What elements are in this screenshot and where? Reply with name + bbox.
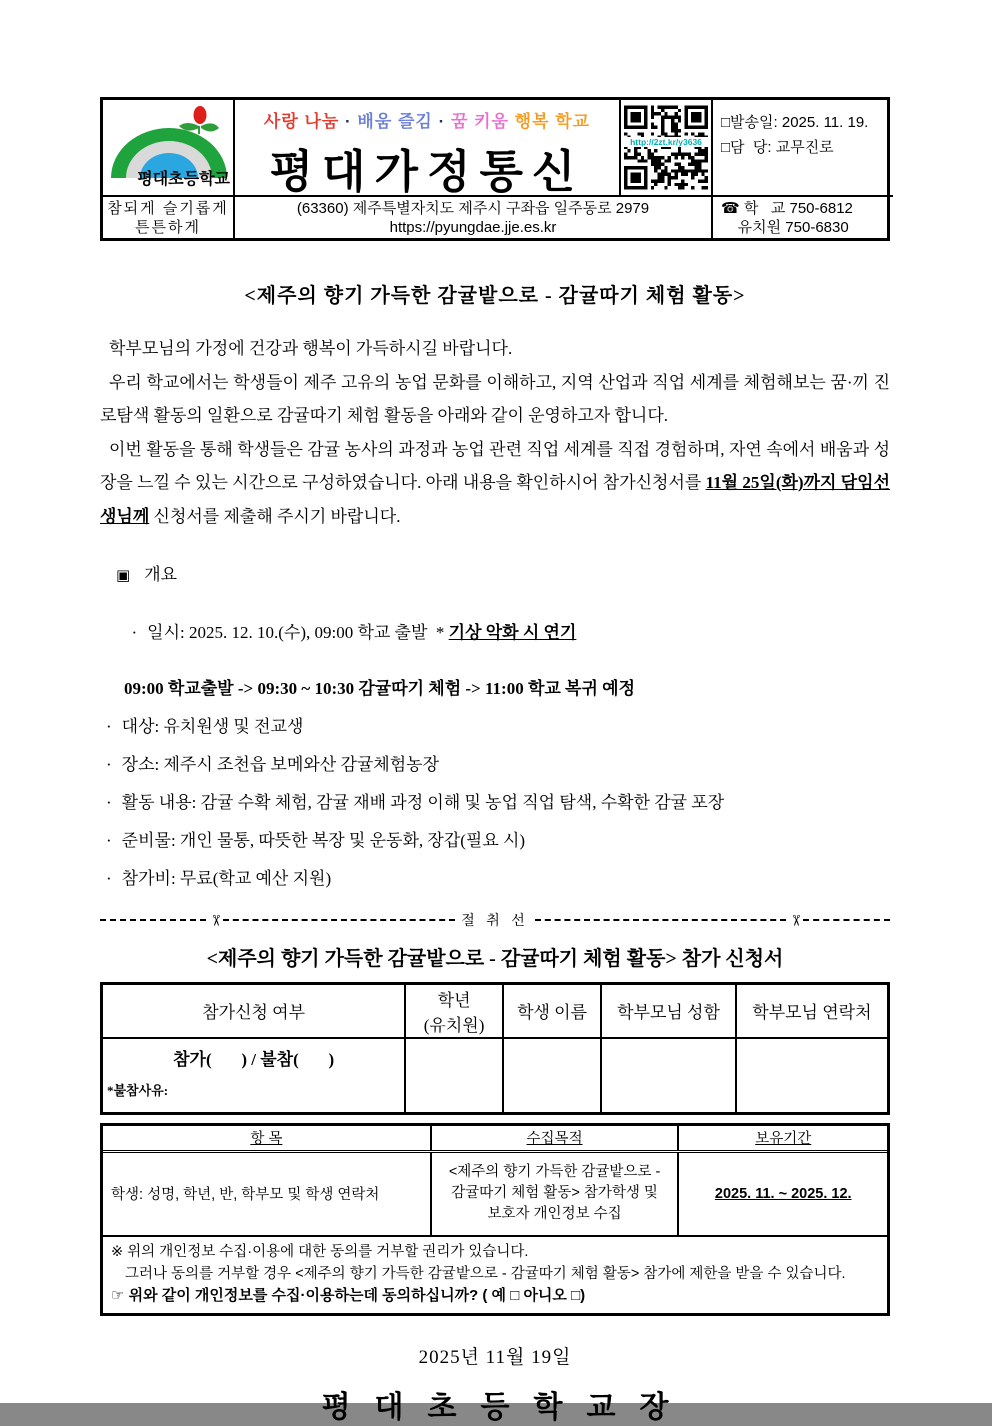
kindergarten-phone: 유치원 750-6830 (721, 219, 849, 236)
slogan-segment: 사랑 나눔 (263, 112, 340, 131)
parent-name-input-cell (601, 1038, 736, 1114)
slogan-segment: 행복 학교 (514, 112, 591, 131)
privacy-col-period: 보유기간 (678, 1126, 887, 1151)
paragraph-deadline: 이번 활동을 통해 학생들은 감귤 농사의 과정과 농업 관련 직업 세계를 직접 경험하며, 자연 속에서 배움과 성장을 느낄 수 있는 시간으로 구성하였습니다. 아래 내용을 확인하시어 참가신청서를 11월 25일(화)까지 담임선생님께 신청서를 제출해 주시기 바랍니다. (100, 439, 890, 526)
school-motto: 참되게 슬기롭게 튼튼하게 (103, 195, 235, 238)
privacy-header-row (103, 1126, 887, 1151)
overview-item-target: · 대상: 유치원생 및 전교생 (106, 717, 304, 736)
privacy-notes (103, 1235, 887, 1313)
col-student-name: 학생 이름 (503, 984, 601, 1038)
paragraph-greeting: 학부모님의 가정에 건강과 행복이 가득하시길 바랍니다. (109, 339, 513, 358)
privacy-section (100, 1123, 890, 1316)
privacy-col-purpose: 수집목적 (431, 1126, 679, 1151)
application-header-row (102, 984, 889, 1038)
deadline-emphasis: 11월 25일(화)까지 담임선생님께 (100, 473, 890, 526)
newsletter-title: 평대가정통신 (269, 146, 585, 195)
privacy-item-value: 학생: 성명, 학년, 반, 학부모 및 학생 연락처 (103, 1151, 431, 1235)
address-text: (63360) 제주특별자치도 제주시 구좌읍 일주동로 2979 (296, 200, 650, 217)
col-grade: 학년 (유치원) (405, 984, 503, 1038)
application-table (100, 982, 890, 1115)
header-box (100, 97, 890, 241)
school-slogan (235, 107, 619, 132)
col-participation: 참가신청 여부 (102, 984, 406, 1038)
slogan-segment: 배움 즐김 (357, 112, 433, 131)
cut-line-label: 절 취 선 (461, 914, 529, 929)
slogan-segment: · (432, 112, 451, 131)
participation-cell (102, 1038, 406, 1114)
paragraph-purpose: 우리 학교에서는 학생들이 제주 고유의 농업 문화를 이해하고, 지역 산업과 직업 세계를 체험해보는 꿈·끼 진로탐색 활동의 일환으로 감귤따기 체험 활동을 아래와 같이 운영하고자 합니다. (100, 372, 890, 425)
absence-reason-label: *불참사유: (107, 1082, 169, 1098)
slogan-segment: 꿈 키움 (450, 112, 515, 131)
col-parent-name: 학부모님 성함 (601, 984, 736, 1038)
square-bullet-icon: ▣ (116, 568, 131, 584)
overview-item-activity: · 활동 내용: 감귤 수확 체험, 감귤 재배 과정 이해 및 농업 직업 탐색, 수확한 감귤 포장 (106, 793, 725, 812)
staff-in-charge: □담 당: 교무진로 (721, 139, 834, 156)
qr-pattern (624, 103, 708, 192)
send-date: □발송일: 2025. 11. 19. (721, 114, 869, 131)
privacy-note-right: ※ 위의 개인정보 수집·이용에 대한 동의를 거부할 권리가 있습니다. (111, 1244, 529, 1260)
school-phone: ☎ 학 교 750-6812 (721, 200, 853, 217)
send-info-cell (713, 100, 893, 195)
principal-signature: 평대초등학교장 (321, 1390, 693, 1424)
scissors-icon: ✂ (787, 913, 804, 927)
privacy-purpose-value: <제주의 향기 가득한 감귤밭으로 - 감귤따기 체험 활동> 참가학생 및 보호자 개인정보 수집 (431, 1151, 679, 1235)
col-parent-contact: 학부모님 연락처 (736, 984, 889, 1038)
qr-code (621, 100, 713, 195)
weather-note-emphasis: 기상 악화 시 연기 (448, 623, 577, 642)
school-address (235, 195, 713, 238)
slogan-segment: · (339, 112, 358, 131)
privacy-table (103, 1126, 887, 1235)
issue-date: 2025년 11월 19일 (418, 1346, 572, 1368)
notice-title: <제주의 향기 가득한 감귤밭으로 - 감귤따기 체험 활동> (244, 285, 746, 307)
overview-heading: ▣ 개요 (116, 565, 178, 584)
consent-question: ☞ 위와 같이 개인정보를 수집·이용하는데 동의하십니까? ( 예 □ 아니오 □) (111, 1287, 586, 1304)
website-url: https://pyungdae.jje.es.kr (389, 219, 557, 236)
student-name-input-cell (503, 1038, 601, 1114)
grade-input-cell (405, 1038, 503, 1114)
phone-numbers (713, 195, 893, 238)
parent-contact-input-cell (736, 1038, 889, 1114)
scissors-icon: ✂ (207, 913, 224, 927)
overview-item-date: · 일시: 2025. 12. 10.(수), 09:00 학교 출발 * 기상 악화 시 연기 (131, 623, 577, 642)
application-form-title: <제주의 향기 가득한 감귤밭으로 - 감귤따기 체험 활동> 참가 신청서 (206, 948, 784, 970)
privacy-data-row (103, 1151, 887, 1235)
privacy-period-value: 2025. 11. ~ 2025. 12. (714, 1185, 852, 1202)
participation-choice: 참가( ) / 불참( ) (173, 1049, 335, 1069)
school-logo (103, 100, 235, 195)
header-title-cell (235, 100, 621, 195)
cut-line (100, 910, 890, 930)
qr-url-text: http://2zt.kr/y3636 (624, 137, 708, 147)
logo-school-name: 평대초등학교 (137, 171, 230, 188)
privacy-col-item: 항 목 (103, 1126, 431, 1151)
application-input-row (102, 1038, 889, 1114)
privacy-note-restriction: 그러나 동의를 거부할 경우 <제주의 향기 가득한 감귤밭으로 - 감귤따기 체험 활동> 참가에 제한을 받을 수 있습니다. (125, 1265, 846, 1282)
overview-item-supplies: · 준비물: 개인 물통, 따뜻한 복장 및 운동화, 장갑(필요 시) (106, 831, 526, 850)
overview-item-fee: · 참가비: 무료(학교 예산 지원) (106, 869, 332, 888)
overview-item-place: · 장소: 제주시 조천읍 보메와산 감귤체험농장 (106, 755, 439, 774)
overview-schedule: 09:00 학교출발 -> 09:30 ~ 10:30 감귤따기 체험 -> 11:00 학교 복귀 예정 (124, 679, 635, 698)
notice-body (100, 332, 890, 533)
